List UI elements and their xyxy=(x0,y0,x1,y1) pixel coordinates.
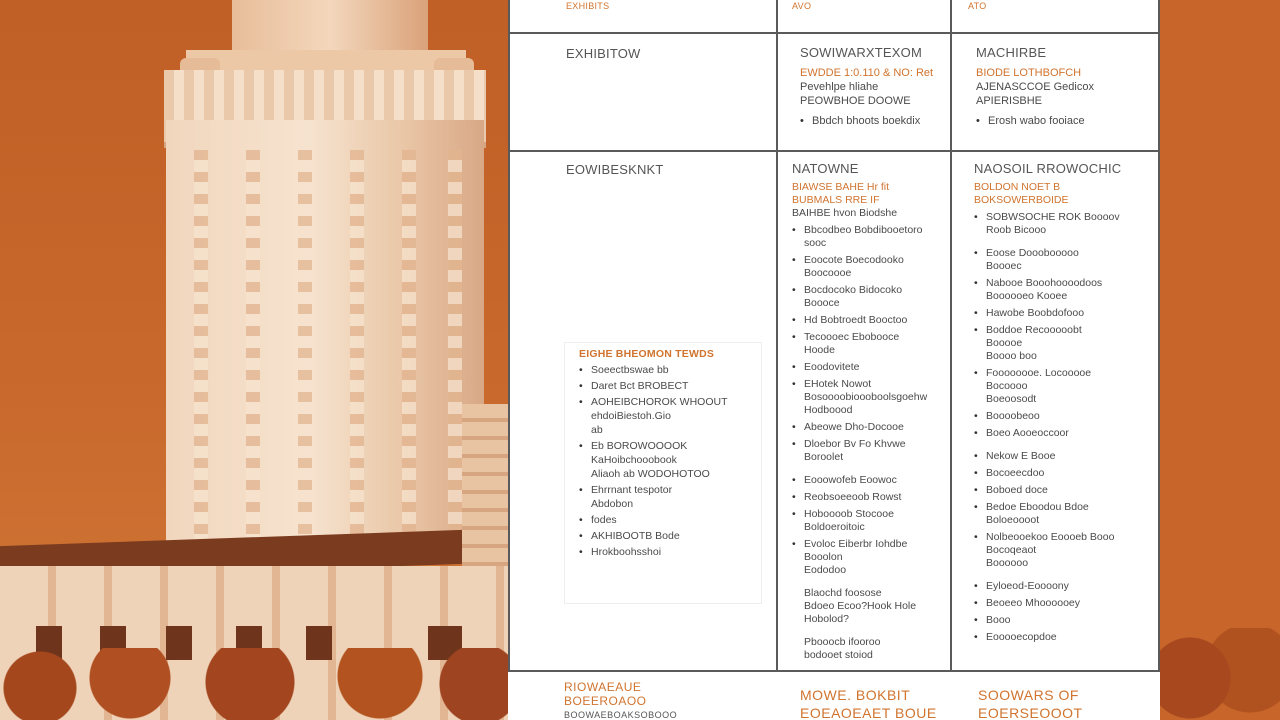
list-item: • Boddoe Recooooobt xyxy=(974,324,1154,337)
row2-col2-cell xyxy=(792,162,948,662)
cell-line: APIERISBHE xyxy=(976,95,1043,107)
list-item-continuation: Aliaoh ab WODOHOTOO xyxy=(591,468,710,480)
row3-col2-cell xyxy=(800,686,937,720)
list-item: • Hrokboohsshoi xyxy=(579,545,755,559)
cell-line: PEOWBHOE DOOWE xyxy=(800,95,911,107)
list-item: • Boooobeoo xyxy=(974,410,1154,423)
cell-title: SOWIWARXTEXOM xyxy=(800,45,923,60)
cell-line: EWDDE 1:0.110 & NO: Ret xyxy=(800,67,934,79)
list-item: • Bbdch bhoots boekdix xyxy=(800,114,950,128)
cell-line: BIODE LOTHBOFCH xyxy=(976,67,1082,79)
list-item: • Eoose Dooobooooo xyxy=(974,247,1154,260)
list-item: • Boboed doce xyxy=(974,484,1154,497)
row2-side-list xyxy=(564,342,762,604)
list-item: • fodes xyxy=(579,513,755,527)
list-item-continuation: KaHoibchooobook xyxy=(591,454,677,466)
list-item-continuation: Abdobon xyxy=(591,498,634,510)
cell-sub: BOLDON NOET B xyxy=(974,181,1061,193)
list-item: bodooet stoiod xyxy=(804,649,873,661)
list-item-continuation: Hoode xyxy=(804,344,835,356)
list-item-continuation: Booolon xyxy=(804,551,843,563)
cell-line: EOERSEOOOT xyxy=(978,705,1083,720)
list-item: Hobolod? xyxy=(804,613,849,625)
list-item: • Nolbeooekoo Eoooeb Booo xyxy=(974,531,1154,544)
list-item-continuation: Boooec xyxy=(986,260,1022,272)
cell-title: NATOWNE xyxy=(792,161,859,176)
column-divider-2 xyxy=(950,0,952,670)
list-item-continuation: Boeoosodt xyxy=(986,393,1037,405)
row-divider-1 xyxy=(508,32,1160,34)
column-header-ato: ATO xyxy=(968,1,987,11)
campus-tower-photo xyxy=(0,0,508,720)
row-label-3-line1: RIOWAEAUE xyxy=(564,680,642,694)
list-item: • AOHEIBCHOROK WHOOUT xyxy=(579,395,755,409)
list-item: • Hawobe Boobdofooo xyxy=(974,307,1154,320)
list-item: Bdoeo Ecoo?Hook Hole xyxy=(804,600,917,612)
list-item: • SOBWSOCHE ROK Boooov xyxy=(974,211,1154,224)
comparison-table xyxy=(508,0,1160,720)
list-item: • Daret Bct BROBECT xyxy=(579,379,755,393)
row-label-2: EOWIBESKNKT xyxy=(566,162,664,177)
list-item: Blaochd foosose xyxy=(804,587,882,599)
list-item: • Soeectbswae bb xyxy=(579,363,755,377)
cell-title: MACHIRBE xyxy=(976,45,1047,60)
list-item: • Abeowe Dho-Docooe xyxy=(792,421,948,434)
row-divider-2 xyxy=(508,150,1160,152)
list-item: • Bedoe Eboodou Bdoe xyxy=(974,501,1154,514)
column-header-avo: AVO xyxy=(792,1,812,11)
list-item-continuation: Bosoooobioooboolsgoehw xyxy=(804,391,928,403)
list-item-continuation: Boooooo xyxy=(986,557,1029,569)
list-item-continuation: Booooe xyxy=(986,337,1023,349)
list-item-continuation: Boldoeroitoic xyxy=(804,521,865,533)
list-item: • Hd Bobtroedt Booctoo xyxy=(792,314,948,327)
list-item: • Bbcodbeo Bobdibooetoro xyxy=(792,224,948,237)
cell-list xyxy=(974,211,1154,644)
cell-sub: BUBMALS RRE IF xyxy=(792,194,880,206)
list-item-continuation: Boocoooe xyxy=(804,267,852,279)
list-item: Pbooocb ifooroo xyxy=(804,636,881,648)
list-item: • Foooooooe. Locooooe xyxy=(974,367,1154,380)
table-border-right xyxy=(1158,0,1160,670)
list-item: • Eoodovitete xyxy=(792,361,948,374)
cell-title: NAOSOIL RROWOCHIC xyxy=(974,161,1122,176)
list-item: • Eyloeod-Eoooony xyxy=(974,580,1154,593)
cell-line: SOOWARS OF xyxy=(978,687,1079,703)
list-item: • Ehrrnant tespotor xyxy=(579,483,755,497)
list-item-continuation: Eododoo xyxy=(804,564,847,576)
cell-line: BAIHBE hvon Biodshe xyxy=(792,207,898,219)
list-item-continuation: Boooo boo xyxy=(986,350,1037,362)
list-item: • Evoloc Eiberbr Iohdbe xyxy=(792,538,948,551)
list-item: • Beoeeo Mhoooooey xyxy=(974,597,1154,610)
row1-col3-cell xyxy=(976,46,1156,128)
list-item-continuation: ehdoiBiestoh.Gio xyxy=(591,410,671,422)
row2-col3-cell xyxy=(974,162,1154,644)
row-label-3-small: BOOWAEBOAKSOBOOO xyxy=(564,710,678,720)
cell-line: EOEAOEAET BOUE xyxy=(800,705,937,720)
row-divider-3 xyxy=(508,670,1160,672)
cell-line: AJENASCCOE Gedicox xyxy=(976,81,1094,93)
row-label-3-line2: BOEEROAOO xyxy=(564,694,647,708)
cell-sub: BIAWSE BAHE Hr fit xyxy=(792,181,890,193)
row3-col3-cell xyxy=(978,686,1083,720)
list-item: • Tecoooec Ebobooce xyxy=(792,331,948,344)
list-item: • Eoocote Boecodooko xyxy=(792,254,948,267)
side-list xyxy=(579,363,755,559)
cell-line: MOWE. BOKBIT xyxy=(800,687,911,703)
list-item: • Eb BOROWOOOOK xyxy=(579,439,755,453)
list-item: • Boeo Aooeoccoor xyxy=(974,427,1154,440)
trees-right xyxy=(1160,628,1280,720)
column-header-exhibits: EXHIBITS xyxy=(566,1,610,11)
list-item: • AKHIBOOTB Bode xyxy=(579,529,755,543)
list-item: • Booo xyxy=(974,614,1154,627)
row-label-3 xyxy=(564,680,677,720)
side-list-heading: EIGHE BHEOMON TEWDS xyxy=(579,348,715,360)
list-item: • Eooowofeb Eoowoc xyxy=(792,474,948,487)
list-item-continuation: Bocoooo xyxy=(986,380,1028,392)
list-item-continuation: Hodboood xyxy=(804,404,853,416)
cell-line: Pevehlpe hliahe xyxy=(800,81,879,93)
list-item: • Erosh wabo fooiace xyxy=(976,114,1156,128)
table-border-left xyxy=(508,0,510,670)
list-item: • Nekow E Booe xyxy=(974,450,1154,463)
row-label-1: EXHIBITOW xyxy=(566,46,641,61)
list-item: • Eooooecopdoe xyxy=(974,631,1154,644)
list-item-continuation: Boooce xyxy=(804,297,840,309)
list-item: • Hoboooob Stocooe xyxy=(792,508,948,521)
list-item: • Bocdocoko Bidocoko xyxy=(792,284,948,297)
trees xyxy=(0,648,508,720)
list-item: • Bocoeecdoo xyxy=(974,467,1154,480)
list-item-continuation: Boooooeo Kooee xyxy=(986,290,1068,302)
list-item: • Dloebor Bv Fo Khvwe xyxy=(792,438,948,451)
list-item-continuation: Boroolet xyxy=(804,451,844,463)
list-item-continuation: Roob Bicooo xyxy=(986,224,1047,236)
cell-sub: BOKSOWERBOIDE xyxy=(974,194,1069,206)
column-divider-1 xyxy=(776,0,778,670)
list-item-continuation: Bocoqeaot xyxy=(986,544,1037,556)
cell-list xyxy=(792,224,948,662)
list-item-continuation: sooc xyxy=(804,237,827,249)
list-item-continuation: ab xyxy=(591,424,603,436)
tower-shaft xyxy=(166,120,484,560)
list-item: • Nabooe Booohoooodoos xyxy=(974,277,1154,290)
list-item: • EHotek Nowot xyxy=(792,378,948,391)
list-item-continuation: Boloeoooot xyxy=(986,514,1040,526)
list-item: • Reobsoeeoob Rowst xyxy=(792,491,948,504)
row1-col2-cell xyxy=(800,46,950,128)
